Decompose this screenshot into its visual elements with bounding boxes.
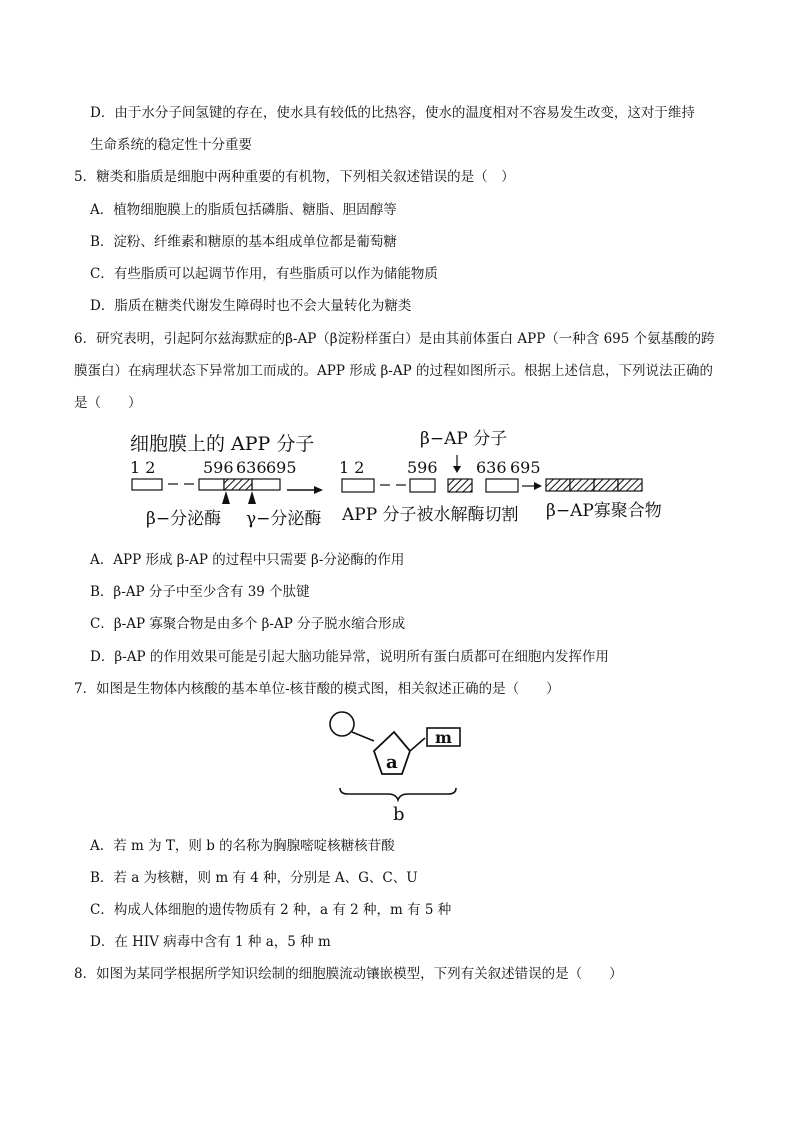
q6-stem-line2: 膜蛋白）在病理状态下异常加工而成的。APP 形成 β-AP 的过程如图所示。根据上述信息，下列说法正确的 — [74, 363, 713, 379]
beta-ap-fragment — [448, 479, 472, 492]
label-beta-ap-molecule: β−AP 分子 — [420, 429, 508, 449]
q5-option-c: C．有些脂质可以起调节作用，有些脂质可以作为储能物质 — [90, 266, 438, 282]
cleaved-segment-636-695 — [486, 479, 518, 492]
nums2-695: 695 — [510, 458, 541, 477]
nums2-596: 596 — [407, 458, 438, 477]
q7-option-c: C．构成人体细胞的遗传物质有 2 种，a 有 2 种，m 有 5 种 — [90, 902, 452, 918]
q5-option-d: D．脂质在糖类代谢发生障碍时也不会大量转化为糖类 — [90, 298, 412, 314]
q5-stem: 5．糖类和脂质是细胞中两种重要的有机物，下列相关叙述错误的是（ ） — [74, 169, 515, 185]
prev-option-d-line2: 生命系统的稳定性十分重要 — [90, 137, 252, 153]
oligomer-unit-2 — [570, 479, 594, 491]
q5-option-a: A．植物细胞膜上的脂质包括磷脂、糖脂、胆固醇等 — [90, 202, 397, 218]
nums-636: 636 — [236, 458, 267, 477]
q5-option-b: B．淀粉、纤维素和糖原的基本组成单位都是葡萄糖 — [90, 234, 397, 250]
nums-596: 596 — [203, 458, 234, 477]
oligomer-unit-1 — [546, 479, 570, 491]
q6-option-b: B．β-AP 分子中至少含有 39 个肽键 — [90, 584, 310, 600]
nums-left: 1 2 — [130, 458, 156, 477]
prev-option-d-line1: D．由于水分子间氢键的存在，使水具有较低的比热容，使水的温度相对不容易发生改变，这对于维持 — [90, 105, 695, 121]
phosphate-group — [330, 712, 354, 736]
q6-stem-line3: 是（ ） — [74, 395, 142, 411]
nucleotide-diagram — [322, 708, 472, 826]
cleaved-segment-596 — [410, 479, 435, 492]
label-gamma-secretase: γ−分泌酶 — [246, 509, 322, 529]
q6-option-a: A．APP 形成 β-AP 的过程中只需要 β-分泌酶的作用 — [90, 552, 405, 568]
label-app-molecule: 细胞膜上的 APP 分子 — [130, 433, 315, 455]
label-beta-secretase: β−分泌酶 — [146, 509, 222, 529]
label-a: a — [386, 752, 398, 773]
label-cleavage: APP 分子被水解酶切割 — [342, 505, 519, 525]
app-processing-diagram — [120, 424, 680, 536]
app-segment-mid — [199, 479, 224, 490]
app-segment-left — [132, 479, 162, 490]
q7-option-a: A．若 m 为 T，则 b 的名称为胸腺嘧啶核糖核苷酸 — [90, 838, 395, 854]
nums2-left: 1 2 — [339, 458, 365, 477]
label-m: m — [435, 728, 452, 747]
app-segment-beta-ap — [224, 479, 252, 490]
q6-stem-line1: 6．研究表明，引起阿尔兹海默症的β-AP（β淀粉样蛋白）是由其前体蛋白 APP（一种含 695 个氨基酸的跨 — [74, 331, 715, 347]
q7-stem: 7．如图是生物体内核酸的基本单位-核苷酸的模式图，相关叙述正确的是（ ） — [74, 681, 560, 697]
oligomer-unit-3 — [594, 479, 618, 491]
nums-695: 695 — [266, 458, 297, 477]
label-b: b — [393, 804, 405, 825]
oligomer-unit-4 — [618, 479, 642, 491]
app-segment-right — [252, 479, 280, 490]
nums2-636: 636 — [476, 458, 507, 477]
q7-option-d: D．在 HIV 病毒中含有 1 种 a，5 种 m — [90, 934, 331, 950]
brace-b — [340, 788, 456, 800]
q8-stem: 8．如图为某同学根据所学知识绘制的细胞膜流动镶嵌模型，下列有关叙述错误的是（ ） — [74, 966, 623, 982]
label-oligomer: β−AP寡聚合物 — [546, 501, 662, 521]
cleaved-segment-left — [342, 479, 374, 492]
q6-option-d: D．β-AP 的作用效果可能是引起大脑功能异常，说明所有蛋白质都可在细胞内发挥作用 — [90, 649, 609, 665]
q6-option-c: C．β-AP 寡聚合物是由多个 β-AP 分子脱水缩合形成 — [90, 616, 406, 632]
q7-option-b: B．若 a 为核糖，则 m 有 4 种，分别是 A、G、C、U — [90, 870, 418, 886]
